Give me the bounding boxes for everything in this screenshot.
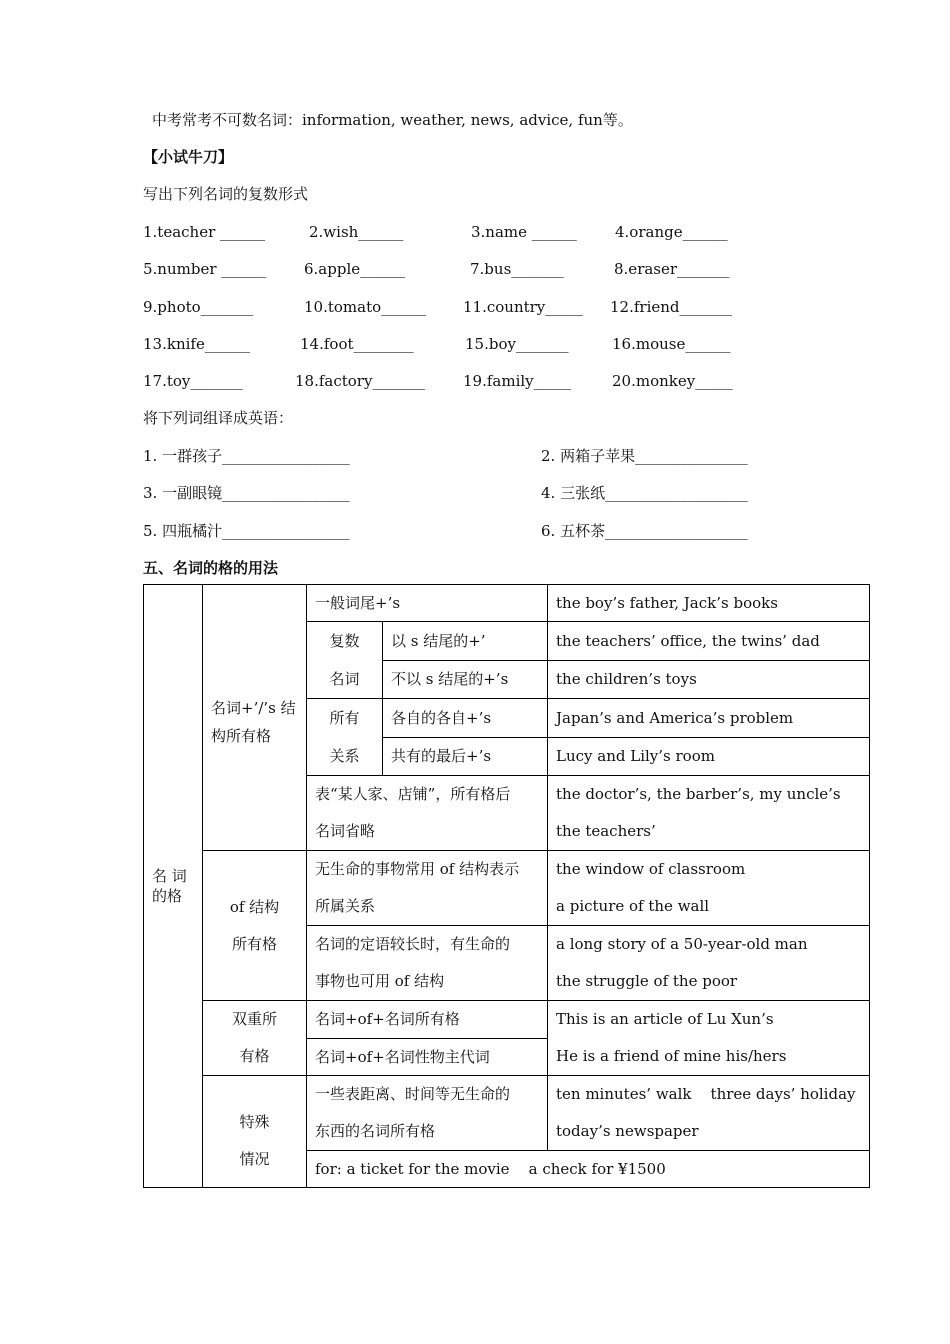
group-double-possessive <box>203 1001 307 1076</box>
group-label: 构所有格 <box>211 726 272 745</box>
example-line: the struggle of the poor <box>556 972 738 990</box>
special-example-cell: for: a ticket for the movie a check for ¥1500 <box>307 1151 870 1188</box>
rule-line: 名词的定语较长时，有生命的 <box>315 935 511 953</box>
example-cell: Japan’s and America’s problem <box>548 699 870 738</box>
plural-item: 11.country_____ <box>463 298 583 316</box>
plural-item: 5.number ______ <box>143 260 267 278</box>
group-label: 有格 <box>239 1047 270 1065</box>
rule-line: 所属关系 <box>315 897 376 915</box>
plural-item: 15.boy_______ <box>465 335 569 353</box>
plural-item: 20.monkey_____ <box>612 372 733 390</box>
rule-line: 表“某人家、店铺”，所有格后 <box>315 785 511 803</box>
group-label: 双重所 <box>231 1010 277 1028</box>
example-line: He is a friend of mine his/hers <box>556 1047 787 1065</box>
label-line: 复数 <box>329 632 360 650</box>
example-cell <box>548 926 870 1001</box>
plural-item: 8.eraser_______ <box>614 260 730 278</box>
rule-cell <box>307 1076 548 1151</box>
rule-line: 一些表距离、时间等无生命的 <box>315 1085 511 1103</box>
plural-item: 9.photo_______ <box>143 298 254 316</box>
example-line: This is an article of Lu Xun’s <box>556 1010 774 1028</box>
plural-item: 14.foot________ <box>300 335 414 353</box>
translate-item: 5. 四瓶橘汁_________________ <box>143 522 350 540</box>
col1-category <box>144 585 203 1188</box>
rule-cell: 名词+of+名词性物主代词 <box>307 1038 548 1076</box>
plural-item: 17.toy_______ <box>143 372 243 390</box>
example-cell: Lucy and Lily’s room <box>548 737 870 776</box>
example-line: the window of classroom <box>556 860 746 878</box>
group-label: of 结构 <box>229 897 280 916</box>
plural-noun-label <box>307 622 383 699</box>
instruction-translate: 将下列词组译成英语： <box>143 409 294 427</box>
group-label: 特殊 <box>239 1112 270 1131</box>
rule-cell <box>307 926 548 1001</box>
translate-item: 1. 一群孩子_________________ <box>143 447 350 465</box>
plural-item: 6.apple______ <box>304 260 406 278</box>
plural-item: 1.teacher ______ <box>143 223 266 241</box>
translate-item: 6. 五杯茶___________________ <box>541 522 748 540</box>
ownership-label <box>307 699 383 776</box>
plural-item: 2.wish______ <box>309 223 404 241</box>
instruction-plural: 写出下列名词的复数形式 <box>143 185 309 203</box>
plural-item: 16.mouse______ <box>612 335 731 353</box>
example-line: ten minutes’ walk three days’ holiday <box>556 1085 856 1103</box>
group-of-structure <box>203 851 307 1001</box>
rule-line: 无生命的事物常用 of 结构表示 <box>315 860 520 878</box>
example-line: a picture of the wall <box>556 897 710 915</box>
section-try-heading: 【小试牛刀】 <box>143 148 234 166</box>
plural-item: 3.name ______ <box>471 223 577 241</box>
plural-item: 12.friend_______ <box>610 298 733 316</box>
plural-item: 19.family_____ <box>463 372 572 390</box>
plural-item: 10.tomato______ <box>304 298 427 316</box>
category-label: 的格 <box>152 887 183 905</box>
group-apostrophe-s <box>203 585 307 851</box>
group-label: 情况 <box>239 1149 270 1168</box>
example-line: the teachers’ <box>556 822 656 840</box>
rule-cell <box>307 776 548 851</box>
intro-line: 中考常考不可数名词：information, weather, news, advice, fun等。 <box>152 111 633 129</box>
group-label: 名词+’/’s 结 <box>211 698 296 717</box>
label-line: 所有 <box>329 709 360 727</box>
category-label: 名 词 <box>152 867 187 885</box>
possessive-case-table <box>143 584 870 1188</box>
example-cell <box>548 1001 870 1076</box>
rule-line: 事物也可用 of 结构 <box>315 972 445 990</box>
example-cell <box>548 851 870 926</box>
rule-cell: 名词+of+名词所有格 <box>307 1001 548 1039</box>
rule-cell: 不以 s 结尾的+’s <box>383 660 548 699</box>
translate-item: 3. 一副眼镜_________________ <box>143 484 350 502</box>
rule-line: 东西的名词所有格 <box>315 1122 436 1140</box>
rule-cell <box>307 851 548 926</box>
translate-item: 2. 两箱子苹果_______________ <box>541 447 748 465</box>
plural-item: 18.factory_______ <box>295 372 425 390</box>
example-line: today’s newspaper <box>556 1122 699 1140</box>
translate-item: 4. 三张纸___________________ <box>541 484 748 502</box>
label-line: 名词 <box>329 670 360 688</box>
plural-item: 7.bus_______ <box>470 260 564 278</box>
example-cell: the teachers’ office, the twins’ dad <box>548 622 870 661</box>
rule-cell: 共有的最后+’s <box>383 737 548 776</box>
example-line: the doctor’s, the barber’s, my uncle’s <box>556 785 841 803</box>
rule-cell: 一般词尾+’s <box>307 585 548 622</box>
section5-heading: 五、名词的格的用法 <box>143 559 279 577</box>
rule-line: 名词省略 <box>315 822 376 840</box>
example-cell <box>548 1076 870 1151</box>
group-special-cases <box>203 1076 307 1188</box>
example-cell: the boy’s father, Jack’s books <box>548 585 870 622</box>
rule-cell: 以 s 结尾的+’ <box>383 622 548 661</box>
label-line: 关系 <box>329 747 360 765</box>
example-line: a long story of a 50-year-old man <box>556 935 808 953</box>
example-cell: the children’s toys <box>548 660 870 699</box>
example-cell <box>548 776 870 851</box>
plural-item: 13.knife______ <box>143 335 250 353</box>
group-label: 所有格 <box>231 934 277 953</box>
plural-item: 4.orange______ <box>615 223 728 241</box>
rule-cell: 各自的各自+’s <box>383 699 548 738</box>
